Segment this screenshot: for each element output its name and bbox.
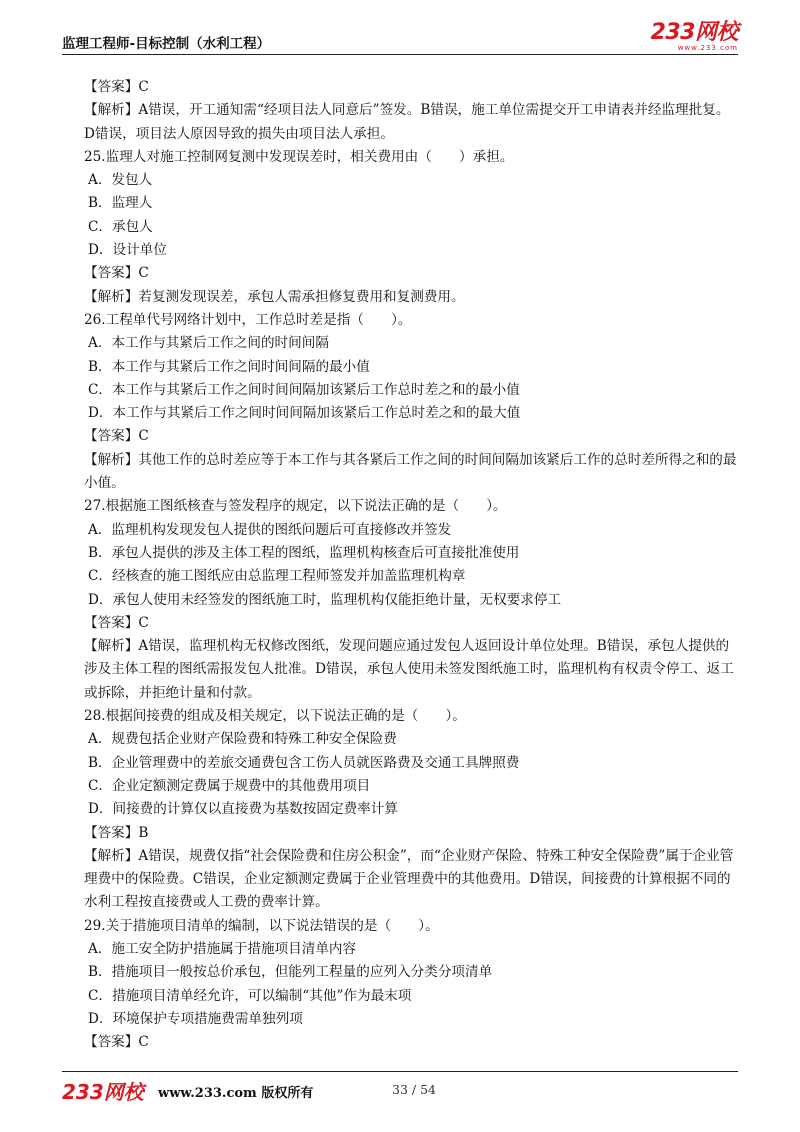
- question-content: [84, 76, 738, 1054]
- option-line: C．经核查的施工图纸应由总监理工程师签发并加盖监理机构章: [88, 568, 466, 585]
- option-line: C．企业定额测定费属于规费中的其他费用项目: [88, 777, 371, 794]
- footer-copyright: www.233.com 版权所有: [158, 1086, 314, 1101]
- option-line: C．措施项目清单经允许，可以编制“其他”作为最末项: [88, 987, 412, 1004]
- page-footer: [62, 1076, 738, 1106]
- analysis-paragraph: 【解析】A错误，规费仅指“社会保险费和住房公积金”，而“企业财产保险、特殊工种安全保险费”属于企业管理费中的保险费。C错误，企业定额测定费属于企业管理费中的其他费用。D错误，间接费的计算根据不同的水利工程按直接费或人工费的费率计算。: [84, 847, 734, 911]
- option-line: C．承包人: [88, 218, 153, 235]
- analysis-paragraph: 【解析】A错误，开工通知需“经项目法人同意后”签发。B错误，施工单位需提交开工申请表并经监理批复。D错误，项目法人原因导致的损失由项目法人承担。: [84, 102, 730, 142]
- header-divider: [62, 54, 738, 55]
- answer-line: 【答案】C: [84, 1034, 149, 1051]
- question-line: 25.监理人对施工控制网复测中发现误差时，相关费用由（ ）承担。: [84, 148, 514, 165]
- question-line: 29.关于措施项目清单的编制，以下说法错误的是（ ）。: [84, 917, 439, 934]
- brand-logo: [651, 22, 738, 52]
- option-line: A．本工作与其紧后工作之间的时间间隔: [88, 335, 329, 352]
- logo-url: www.233.com: [677, 44, 738, 52]
- option-line: D．承包人使用未经签发的图纸施工时，监理机构仅能拒绝计量，无权要求停工: [88, 591, 562, 608]
- logo-text: 233网校: [650, 20, 738, 45]
- analysis-line: 【解析】若复测发现误差，承包人需承担修复费用和复测费用。: [84, 288, 465, 305]
- page-header: [62, 22, 738, 52]
- answer-line: 【答案】C: [84, 428, 149, 445]
- option-line: B．企业管理费中的差旅交通费包含工伤人员就医路费及交通工具牌照费: [88, 754, 520, 771]
- option-line: B．监理人: [88, 195, 153, 212]
- footer-logo: 233网校: [62, 1080, 144, 1104]
- analysis-paragraph: 【解析】其他工作的总时差应等于本工作与其各紧后工作之间的时间间隔加该紧后工作的总时差所得之和的最小值。: [84, 451, 737, 492]
- footer-divider: [62, 1071, 738, 1072]
- option-line: A．施工安全防护措施属于措施项目清单内容: [88, 940, 357, 957]
- question-line: 28.根据间接费的组成及相关规定，以下说法正确的是（ ）。: [84, 708, 466, 725]
- answer-line: 【答案】C: [84, 614, 149, 631]
- option-line: A．发包人: [88, 172, 153, 189]
- option-line: C．本工作与其紧后工作之间时间间隔加该紧后工作总时差之和的最小值: [88, 381, 520, 398]
- document-title: 监理工程师-目标控制（水利工程）: [62, 36, 271, 52]
- page-number: 33 / 54: [392, 1082, 436, 1097]
- question-line: 26.工程单代号网络计划中，工作总时差是指（ ）。: [84, 311, 412, 328]
- option-line: D．本工作与其紧后工作之间时间间隔加该紧后工作总时差之和的最大值: [88, 405, 521, 422]
- option-line: D．环境保护专项措施费需单独列项: [88, 1010, 303, 1027]
- answer-line: 【答案】C: [84, 79, 149, 95]
- option-line: D．间接费的计算仅以直接费为基数按固定费率计算: [88, 801, 398, 818]
- option-line: B．本工作与其紧后工作之间时间间隔的最小值: [88, 358, 370, 375]
- option-line: A．规费包括企业财产保险费和特殊工种安全保险费: [88, 731, 397, 748]
- option-line: B．措施项目一般按总价承包，但能列工程量的应列入分类分项清单: [88, 964, 493, 981]
- question-line: 27.根据施工图纸核查与签发程序的规定，以下说法正确的是（ ）。: [84, 498, 507, 515]
- option-line: A．监理机构发现发包人提供的图纸问题后可直接修改并签发: [88, 521, 452, 538]
- option-line: D．设计单位: [88, 242, 167, 259]
- option-line: B．承包人提供的涉及主体工程的图纸，监理机构核查后可直接批准使用: [88, 544, 520, 561]
- answer-line: 【答案】C: [84, 265, 149, 282]
- answer-line: 【答案】B: [84, 824, 149, 841]
- analysis-paragraph: 【解析】A错误，监理机构无权修改图纸，发现问题应通过发包人返回设计单位处理。B错误，承包人提供的涉及主体工程的图纸需报发包人批准。D错误，承包人使用未签发图纸施工时，监理机构有权责令停工、返工或拆除，并拒绝计量和付款。: [84, 638, 734, 701]
